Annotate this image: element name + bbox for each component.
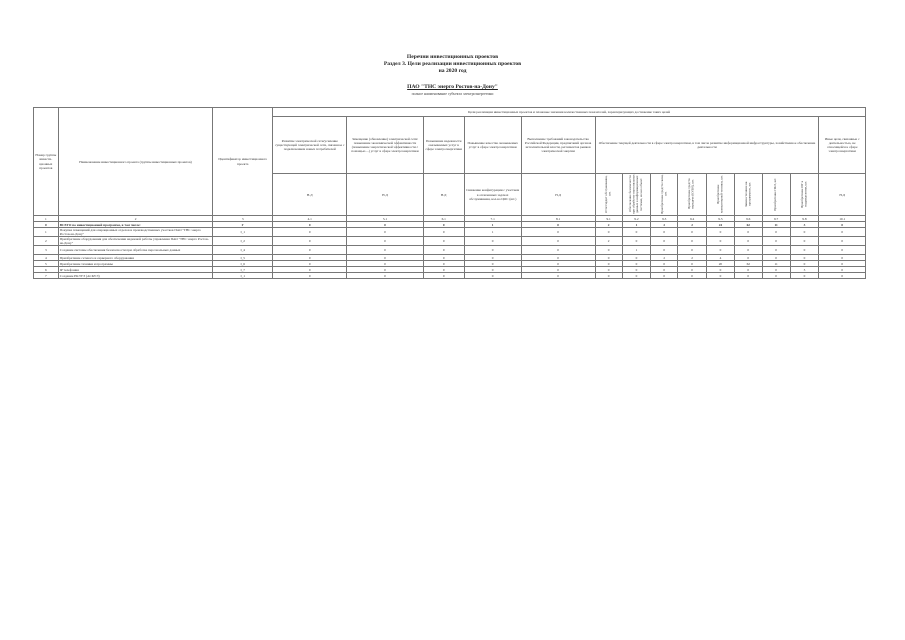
row-num: 4 (34, 255, 59, 261)
row-value: 20 (707, 261, 735, 267)
row-value: 1 (622, 222, 651, 228)
row-value: 0 (707, 273, 735, 279)
unit-1: Н.Д (273, 174, 347, 216)
row-value: 0 (790, 261, 819, 267)
row-value: 0 (347, 228, 423, 237)
row-value: 0 (423, 261, 464, 267)
row-value: 0 (819, 228, 866, 237)
row-name: IP телефония (58, 267, 213, 273)
row-value: 0 (622, 255, 651, 261)
row-value: 0 (423, 273, 464, 279)
row-id: I_2 (213, 237, 273, 246)
row-value: 0 (595, 267, 622, 273)
row-value: 0 (678, 261, 707, 267)
col-number-cell: 9.4 (678, 216, 707, 222)
row-value: 0 (273, 273, 347, 279)
row-num: 6 (34, 267, 59, 273)
sub-current-7 (762, 174, 790, 216)
goal-header-2: Замещение (обновление) электрической сети/повышение экономической эффективности (повышение энергетической эффективности с помощью ...) услуг в сфере электроэнергетики (347, 117, 423, 174)
row-value: 0 (678, 237, 707, 246)
row-value: 0 (273, 237, 347, 246)
row-name: Приобретение техники и программы (58, 261, 213, 267)
row-value: 0 (423, 246, 464, 255)
investment-goals-table (33, 107, 866, 279)
goals-group-header: Цели реализации инвестиционных проектов и плановые значения количественных показателей, характеризующих достижение таких целей (273, 108, 866, 117)
row-value: 0 (521, 267, 595, 273)
col-number-cell: 9.8 (790, 216, 819, 222)
row-value: 2 (678, 222, 707, 228)
row-value: 0 (678, 273, 707, 279)
sub-current-2 (622, 174, 651, 216)
goal-header-1: Развитие электрической сети/усиление существующей электрической сети, связанное с подключением новых потребителей (273, 117, 347, 174)
col-number-cell: 9.2 (622, 216, 651, 222)
goal-header-6: Обеспечение текущей деятельности в сфере электроэнергетики, в том числе развитие информационной инфраструктуры, хозяйственное обеспечение деятельности (595, 117, 819, 174)
col-number-cell: 6.1 (423, 216, 464, 222)
row-value: 0 (678, 267, 707, 273)
row-num: 1 (34, 228, 59, 237)
row-value: 0 (347, 246, 423, 255)
row-value: 0 (595, 255, 622, 261)
row-num: 0 (34, 222, 59, 228)
table-header (34, 108, 866, 216)
row-value: 0 (762, 237, 790, 246)
row-value: 3 (790, 267, 819, 273)
row-id: Г (213, 222, 273, 228)
table-body (34, 222, 866, 279)
row-value: 0 (622, 228, 651, 237)
row-value: 0 (651, 228, 678, 237)
row-value: 0 (273, 255, 347, 261)
row-value: 0 (347, 267, 423, 273)
col-number-cell: 9.1 (595, 216, 622, 222)
row-value: 0 (734, 228, 762, 237)
sub-current-4 (678, 174, 707, 216)
row-name: Приобретение сетевого и серверного оборудования (58, 255, 213, 261)
row-value: 0 (651, 246, 678, 255)
row-value: 11 (762, 222, 790, 228)
col-number-cell: 3 (213, 216, 273, 222)
row-name: ВСЕГО по инвестиционной программе, в том числе: (58, 222, 213, 228)
row-value: 0 (678, 246, 707, 255)
col-number-cell: 1 (34, 216, 59, 222)
row-value: 0 (347, 261, 423, 267)
row-value: 62 (734, 222, 762, 228)
row-value: 0 (521, 273, 595, 279)
col-number-cell: 9.7 (762, 216, 790, 222)
row-id: I_7 (213, 267, 273, 273)
row-value: 0 (273, 261, 347, 267)
col-number-cell: 9.6 (734, 216, 762, 222)
row-value: 0 (651, 261, 678, 267)
row-value: 0 (423, 222, 464, 228)
row-value: 0 (464, 237, 521, 246)
row-value: 0 (651, 267, 678, 273)
row-value: 0 (423, 267, 464, 273)
row-num: 5 (34, 261, 59, 267)
table-row (34, 273, 866, 279)
table-row (34, 228, 866, 237)
sub-current-5 (707, 174, 735, 216)
col-number-cell: 10.1 (819, 216, 866, 222)
col-number-cell: 5.1 (347, 216, 423, 222)
row-value: 0 (347, 237, 423, 246)
sub-current-6 (734, 174, 762, 216)
sub-current-8 (790, 174, 819, 216)
goal-header-7: Иные цели, связанные с деятельностью, не относящейся к сфере электроэнергетики (819, 117, 866, 174)
row-id: I_1 (213, 273, 273, 279)
row-name: Создание РКЭУЭ (АСКУЭ) (58, 273, 213, 279)
row-value: 0 (790, 237, 819, 246)
row-value: 0 (762, 246, 790, 255)
row-value: 0 (790, 255, 819, 261)
row-value: 0 (595, 228, 622, 237)
row-value: 0 (273, 246, 347, 255)
row-value: 0 (595, 246, 622, 255)
row-value: 0 (790, 273, 819, 279)
row-value: 0 (521, 237, 595, 246)
sub-current-label: Приобретение ИУ в подразделения, шт. (799, 180, 808, 208)
row-value: 0 (707, 267, 735, 273)
row-value: 0 (423, 228, 464, 237)
row-value: 0 (595, 261, 622, 267)
col-number-cell: 4.1 (273, 216, 347, 222)
row-value: 0 (622, 273, 651, 279)
row-value: 0 (521, 246, 595, 255)
row-value: 0 (273, 267, 347, 273)
sub-current-label: Приобретение средств связи, шт. (659, 174, 668, 214)
col-id-header: Идентификатор инвестиционного проекта (213, 108, 273, 216)
sub-current-label: Обеспечение безопасности при обработке персональных данных в информационных системах, кол-во объект. (628, 174, 644, 214)
sub-quality-header: Снижение конфигурации с участием в оплаченных задачах обслуживания, кол-во ЦОС (шт.) (464, 174, 521, 216)
row-value: 2 (651, 255, 678, 261)
row-value: 0 (521, 222, 595, 228)
row-value: 0 (819, 222, 866, 228)
row-value: 0 (790, 228, 819, 237)
company-name: ПАО "ТНС энерго Ростов-на-Дону" (407, 84, 498, 90)
row-value: 0 (622, 267, 651, 273)
row-value: 3 (790, 222, 819, 228)
row-value: 0 (464, 255, 521, 261)
row-value: 2 (595, 222, 622, 228)
row-value: 0 (734, 273, 762, 279)
row-value: 0 (521, 255, 595, 261)
row-name: Создание системы обеспечения безопасности при обработке персональных данных (58, 246, 213, 255)
row-id: I_1 (213, 228, 273, 237)
col-number-cell: 7.1 (464, 216, 521, 222)
unit-3: Н.Д (423, 174, 464, 216)
row-id: I_4 (213, 246, 273, 255)
row-value: 0 (707, 228, 735, 237)
row-value: 1 (464, 222, 521, 228)
row-value: 0 (734, 267, 762, 273)
row-value: 0 (622, 261, 651, 267)
row-value: 0 (678, 228, 707, 237)
row-value: 1 (622, 246, 651, 255)
row-id: I_6 (213, 261, 273, 267)
sub-current-label: Замена техники на программное, шт. (743, 181, 752, 207)
row-value: 0 (819, 261, 866, 267)
table-row (34, 246, 866, 255)
col-num-header: Номер группы инвести-ционных проектов (34, 108, 59, 216)
goal-header-4: Повышение качества оказываемых услуг в сфере электроэнергетики (464, 117, 521, 174)
row-value: 0 (595, 273, 622, 279)
company-subtitle: полное наименование субъекта электроэнергетики (411, 92, 494, 96)
row-value: 0 (734, 237, 762, 246)
row-value: 0 (819, 246, 866, 255)
sub-current-1 (595, 174, 622, 216)
row-value: 1 (464, 228, 521, 237)
row-value: 0 (521, 261, 595, 267)
row-value: 2 (595, 237, 622, 246)
row-value: 0 (464, 267, 521, 273)
row-value: 0 (819, 273, 866, 279)
row-value: 24 (707, 222, 735, 228)
table-row (34, 237, 866, 246)
goal-header-5: Выполнение требований законодательства Российской Федерации, предписаний органов исполнительной власти, регламентов рынков электрической энергии (521, 117, 595, 174)
row-value: 0 (762, 228, 790, 237)
row-value: 2 (651, 222, 678, 228)
row-value: 0 (651, 273, 678, 279)
unit-2: Н.Д (347, 174, 423, 216)
col-name-header: Наименование инвестиционного проекта (группы инвестиционных проектов) (58, 108, 213, 216)
col-number-cell: 2 (58, 216, 213, 222)
col-number-cell: 9.5 (707, 216, 735, 222)
row-value: 2 (678, 255, 707, 261)
row-value: 0 (273, 222, 347, 228)
row-value: 0 (521, 228, 595, 237)
col-number-cell: 8.1 (521, 216, 595, 222)
row-value: 0 (762, 273, 790, 279)
row-num: 3 (34, 246, 59, 255)
col-number-cell: 9.3 (651, 216, 678, 222)
sub-current-3 (651, 174, 678, 216)
row-value: 11 (762, 261, 790, 267)
sub-current-label: Приобретение ПКЭ, шт. (773, 177, 778, 211)
sub-current-label: Приобретение компьютерной техники, шт. (715, 175, 724, 213)
row-value: 0 (651, 237, 678, 246)
row-value: 0 (819, 255, 866, 261)
doc-title-1: Перечни инвестиционных проектов (406, 54, 499, 60)
row-value: 0 (622, 237, 651, 246)
doc-title-3: на 2020 год (438, 68, 467, 74)
row-value: 0 (347, 273, 423, 279)
row-value: 0 (423, 255, 464, 261)
sub-current-label: Отчет/аудит обслуживания, шт. (604, 175, 612, 213)
row-value: 0 (273, 228, 347, 237)
row-value: 0 (707, 246, 735, 255)
row-value: 0 (819, 237, 866, 246)
goal-header-3: Повышение надежности оказываемых услуг в сфере электроэнергетики (423, 117, 464, 174)
row-id: I_5 (213, 255, 273, 261)
row-value: 4 (707, 255, 735, 261)
row-name: Приобретение оборудования для обеспечения надежной работы управления ПАО "ТНС энерго Ростов-на-Дону" (58, 237, 213, 246)
row-value: 0 (464, 246, 521, 255)
row-value: 0 (707, 237, 735, 246)
row-num: 2 (34, 237, 59, 246)
row-value: 0 (347, 255, 423, 261)
row-value: 0 (423, 237, 464, 246)
row-value: 0 (762, 267, 790, 273)
row-value: 0 (347, 222, 423, 228)
row-value: 62 (734, 261, 762, 267)
doc-title-2: Раздел 3. Цели реализации инвестиционных проектов (383, 61, 522, 67)
row-value: 0 (819, 267, 866, 273)
unit-5: Н.Д (521, 174, 595, 216)
row-value: 0 (464, 273, 521, 279)
row-value: 0 (762, 255, 790, 261)
sub-current-label: Приобретение средств передачи (КУБИ), шт. (687, 178, 696, 210)
row-num: 7 (34, 273, 59, 279)
row-value: 0 (790, 246, 819, 255)
row-value: 0 (734, 255, 762, 261)
row-name: Покупка помещений для операционных отделов и производственных участков ПАО "ТНС энерго Ростов-на-Дону" (58, 228, 213, 237)
row-value: 0 (464, 261, 521, 267)
row-value: 0 (734, 246, 762, 255)
unit-10: Н.Д (819, 174, 866, 216)
